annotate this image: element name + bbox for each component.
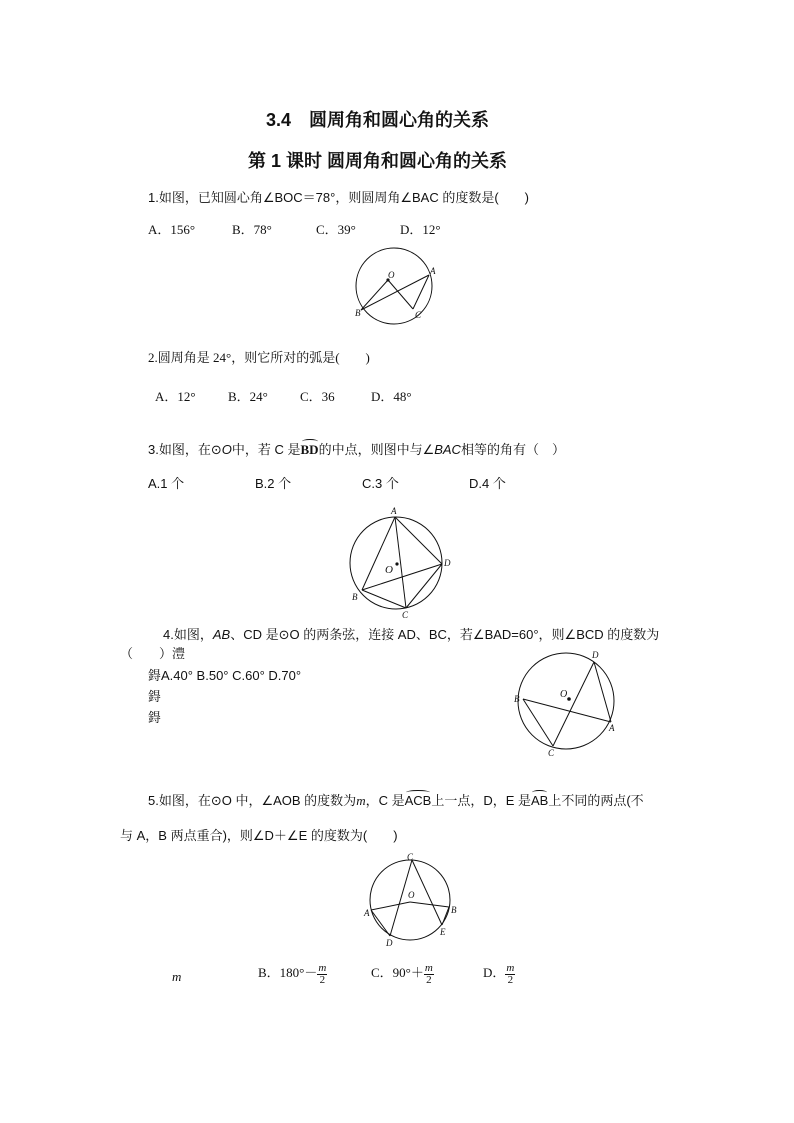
q4-label-d: D — [592, 650, 599, 660]
q1-segment-ab — [361, 275, 429, 310]
q2-option-a: A．12° — [155, 389, 196, 404]
q5-label-c: C — [407, 852, 414, 862]
q3-arc-bd: BD — [300, 442, 319, 457]
q1-label-a: A — [430, 266, 436, 276]
q2-stem: 2.圆周角是 24°，则它所对的弧是( ) — [148, 350, 370, 365]
q3-label-d: D — [444, 558, 451, 568]
page-title: 3.4 圆周角和圆心角的关系 — [266, 110, 490, 130]
q4-stem-part: 、CD 是⊙O 的两条弦，连接 AD、BC，若∠BAD=60°，则∠BCD 的度数为 — [230, 627, 660, 642]
q4-label-c: C — [548, 748, 555, 758]
q3-center-dot — [395, 562, 398, 565]
q3-option-d: D.4 个 — [469, 476, 506, 491]
q4-garble-line: 鍀 — [148, 689, 162, 704]
q5-label-d: D — [386, 938, 393, 948]
q5-stem-line1 — [148, 790, 644, 809]
q5-label-o: O — [408, 890, 415, 900]
q2-option-d: D．48° — [371, 389, 412, 404]
q1-label-o: O — [388, 270, 395, 280]
q5-option-b — [258, 962, 327, 986]
q5-arc-ab: AB — [531, 793, 549, 808]
q5-segment-ao — [371, 902, 410, 910]
q5-stem-line2: 与 A，B 两点重合)，则∠D＋∠E 的度数为( ) — [120, 828, 398, 843]
q5-circle — [370, 860, 450, 940]
fraction-denominator: 2 — [507, 973, 514, 986]
q4-stem-ab: AB — [212, 627, 231, 642]
q5-option-b-prefix: B．180°－ — [258, 965, 318, 980]
q5-label-e: E — [440, 927, 446, 937]
q4-label-o: O — [560, 689, 568, 700]
q4-stem-part: 4.如图， — [163, 627, 213, 642]
fraction-denominator: 2 — [319, 973, 326, 986]
q2-option-b: B．24° — [228, 389, 268, 404]
q5-option-b-fraction — [317, 963, 327, 986]
q4-label-b: B — [514, 694, 520, 704]
q4-garble: 澧 — [172, 646, 186, 661]
q4-figure — [508, 644, 620, 760]
q4-garble-line: 鍀 — [148, 710, 162, 725]
q1-option-b: B．78° — [232, 222, 272, 237]
q5-segment-bo — [410, 902, 449, 907]
q1-stem: 1.如图，已知圆心角∠BOC＝78°，则圆周角∠BAC 的度数是( ) — [148, 190, 529, 205]
q5-label-b: B — [451, 905, 457, 915]
q1-option-a: A．156° — [148, 222, 196, 237]
q3-figure — [340, 502, 460, 624]
q1-segment-ac — [413, 275, 429, 309]
fraction-numerator: m — [318, 961, 327, 974]
q3-option-b: B.2 个 — [255, 476, 292, 491]
q5-option-d-fraction — [505, 963, 515, 986]
q4-answer-paren — [120, 643, 185, 662]
q5-stem-part: 5.如图，在⊙O 中，∠AOB 的度数为 — [148, 793, 357, 808]
q3-stem-part: 相等的角有（ ） — [460, 442, 565, 457]
q4-center-dot — [567, 697, 571, 701]
q3-label-b: B — [352, 592, 358, 602]
q4-stem — [163, 624, 659, 643]
q3-stem-part: 3.如图，在⊙ — [148, 442, 222, 457]
fraction-numerator: m — [506, 961, 515, 974]
q3-stem-bac: BAC — [434, 442, 461, 457]
q3-label-c: C — [402, 610, 409, 620]
q1-figure — [340, 246, 450, 328]
q3-stem-part: 中，若 C 是 — [231, 442, 301, 457]
q5-stem-part: 上一点，D，E 是 — [431, 793, 531, 808]
q4-segment-cd — [553, 662, 594, 746]
q5-arc-acb: ACB — [404, 793, 432, 808]
q1-label-b: B — [355, 308, 361, 318]
q5-stem-part: 上不同的两点(不 — [548, 793, 644, 808]
q5-stem-part: ，C 是 — [365, 793, 405, 808]
q5-label-a: A — [364, 908, 370, 918]
q3-label-o: O — [385, 564, 393, 576]
q3-stem — [148, 439, 565, 458]
q4-options: 鍀A.40° B.50° C.60° D.70° — [148, 668, 302, 683]
q5-option-c-prefix: C．90°＋ — [371, 965, 424, 980]
q4-segment-ad — [594, 662, 611, 722]
q3-segment-bc — [362, 590, 406, 608]
q5-segment-be — [442, 907, 449, 925]
q5-option-d-prefix: D． — [483, 965, 506, 980]
q1-segment-ob — [361, 280, 388, 310]
q4-segment-ab — [523, 699, 611, 722]
q3-segment-ad — [395, 517, 442, 564]
q5-option-c-fraction — [424, 963, 434, 986]
q5-option-c — [371, 962, 434, 986]
q5-option-d — [483, 962, 515, 986]
q2-option-c: C．36 — [300, 389, 335, 404]
q3-option-c: C.3 个 — [362, 476, 399, 491]
q3-option-a: A.1 个 — [148, 476, 185, 491]
q5-segment-ad — [371, 910, 390, 936]
q3-label-a: A — [391, 506, 397, 516]
fraction-denominator: 2 — [426, 973, 432, 986]
q5-figure — [360, 848, 466, 950]
q5-segment-ce — [412, 860, 442, 925]
q3-stem-part: 的中点，则图中与∠ — [318, 442, 435, 457]
q3-segment-cd — [406, 564, 442, 608]
q5-stem-m: m — [356, 793, 366, 808]
q1-option-d: D．12° — [400, 222, 441, 237]
page-subtitle: 第 1 课时 圆周角和圆心角的关系 — [248, 151, 508, 171]
q1-label-c: C — [415, 310, 422, 320]
fraction-numerator: m — [424, 961, 433, 974]
q3-stem-o: O — [221, 442, 232, 457]
q5-option-a: m — [172, 969, 182, 984]
q4-paren: （ ） — [120, 646, 173, 661]
q1-option-c: C．39° — [316, 222, 356, 237]
q4-label-a: A — [609, 723, 615, 733]
q3-segment-bd — [362, 564, 442, 590]
